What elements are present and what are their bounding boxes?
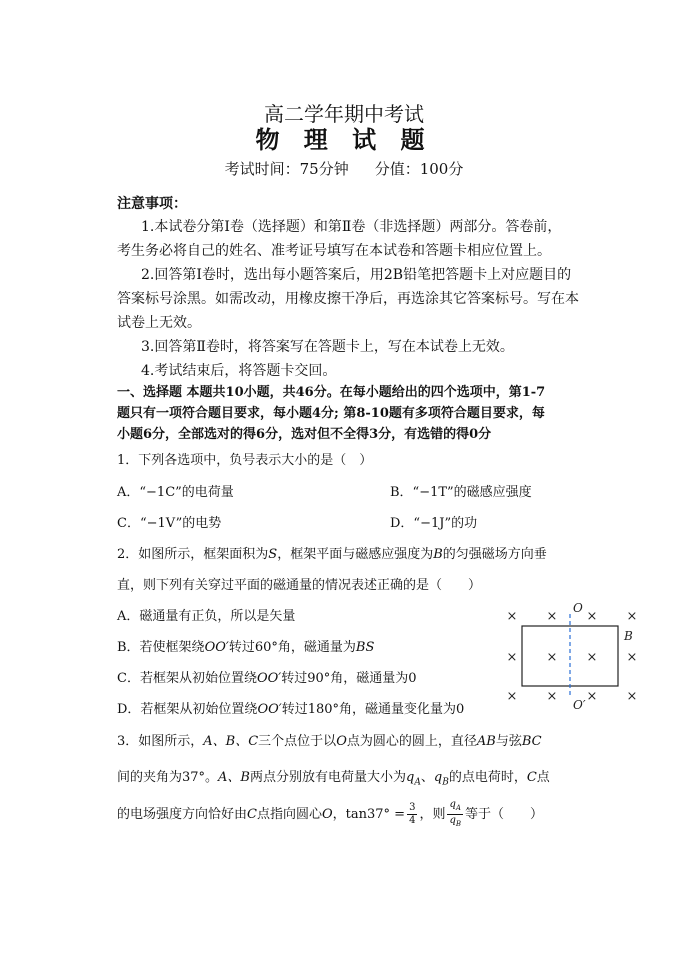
field-cross: × [626, 650, 638, 665]
notes-line: 考生务必将自己的姓名、准考证号填写在本试卷和答题卡相应位置上。 [117, 243, 551, 259]
notes-line: 1.本试卷分第Ⅰ卷（选择题）和第Ⅱ卷（非选择题）两部分。答卷前， [141, 219, 562, 235]
field-cross: × [546, 689, 558, 704]
notes-line: 2.回答第Ⅰ卷时，选出每小题答案后，用2B铅笔把答题卡上对应题目的 [141, 267, 572, 283]
field-cross: × [546, 609, 558, 624]
field-cross: × [586, 609, 598, 624]
field-cross: × [586, 650, 598, 665]
notes-heading: 注意事项： [117, 196, 187, 212]
field-cross: × [626, 609, 638, 624]
field-cross: × [546, 650, 558, 665]
exam-title: 高二学年期中考试 [264, 102, 424, 126]
q1-option-c: C．“−1V”的电势 [117, 516, 222, 531]
question-2-line2: 直，则下列有关穿过平面的磁通量的情况表述正确的是（ ） [117, 578, 482, 593]
notes-line: 3.回答第Ⅱ卷时，将答案写在答题卡上，写在本试卷上无效。 [141, 339, 514, 355]
exam-score: 分值：100分 [374, 160, 464, 178]
q2-option-c: C．若框架从初始位置绕OO′转过90°角，磁通量为0 [117, 671, 417, 686]
magnetic-field-figure [498, 598, 648, 714]
notes-line: 试卷上无效。 [117, 315, 201, 331]
section-instructions: 一、选择题 本题共10小题，共46分。在每小题给出的四个选项中，第1-7 [117, 385, 546, 400]
q1-option-d: D．“−1J”的功 [390, 516, 478, 531]
q2-option-d: D．若框架从初始位置绕OO′转过180°角，磁通量变化量为0 [117, 702, 465, 717]
q2-option-a: A．磁通量有正负，所以是矢量 [117, 609, 296, 624]
question-3-line3: 的电场强度方向恰好由C点指向圆心O，tan37° = $\frac{3}{4}$ ，则 $\frac{q_A}{q_B}$ 等于（ ） [117, 799, 544, 828]
exam-meta [0, 158, 688, 179]
field-cross: × [586, 689, 598, 704]
q1-option-b: B．“−1T”的磁感应强度 [390, 485, 532, 500]
subject-title: 物 理 试 题 [255, 125, 433, 154]
field-cross: × [506, 689, 518, 704]
axis-label-bottom: O′ [573, 698, 586, 712]
field-cross: × [626, 689, 638, 704]
section-instructions: 题只有一项符合题目要求，每小题4分; 第8-10题有多项符合题目要求，每 [117, 406, 545, 421]
exam-time: 考试时间：75分钟 [224, 160, 349, 178]
fraction-three-quarters: $\frac{3}{4}$ [409, 802, 416, 826]
notes-line: 答案标号涂黑。如需改动，用橡皮擦干净后，再选涂其它答案标号。写在本 [117, 291, 579, 307]
question-3-line1: 3．如图所示，A、B、C三个点位于以O点为圆心的圆上，直径AB与弦BC [117, 734, 542, 749]
question-2-line1: 2．如图所示，框架面积为S，框架平面与磁感应强度为B的匀强磁场方向垂 [117, 547, 547, 562]
fraction-charge-ratio: $\frac{q_A}{q_B}$ [449, 799, 462, 828]
field-cross: × [506, 609, 518, 624]
q1-option-a: A．“−1C”的电荷量 [117, 485, 234, 500]
field-cross: × [506, 650, 518, 665]
field-label: B [624, 629, 633, 643]
question-3-line2: 间的夹角为37°。A、B两点分别放有电荷量大小为$q_A$、$q_B$的点电荷时，C点 [117, 770, 550, 788]
section-instructions: 小题6分，全部选对的得6分，选对但不全得3分，有选错的得0分 [117, 427, 492, 442]
question-1-stem: 1．下列各选项中，负号表示大小的是（ ） [117, 453, 373, 468]
q2-option-b: B．若使框架绕OO′转过60°角，磁通量为BS [117, 640, 375, 655]
axis-label-top: O [573, 601, 583, 615]
notes-line: 4.考试结束后，将答题卡交回。 [141, 363, 337, 379]
